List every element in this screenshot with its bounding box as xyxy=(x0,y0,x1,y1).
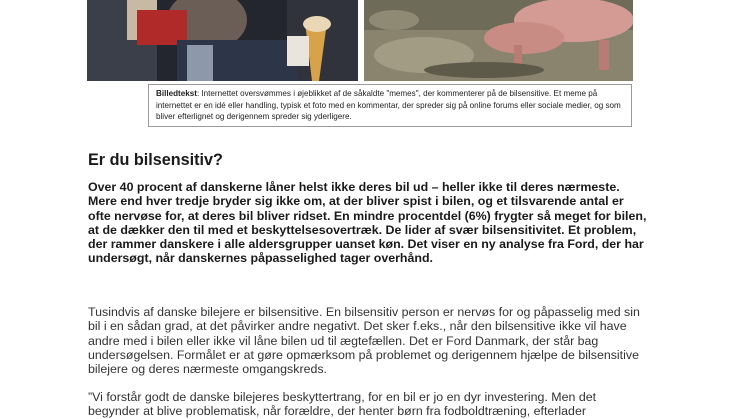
image-caption xyxy=(148,84,632,127)
caption-label: Billedtekst xyxy=(156,89,197,98)
pig-in-mud-image xyxy=(364,0,633,81)
article-paragraph-2: ”Vi forstår godt de danske bilejeres beskyttertrang, for en bil er jo en dyr investering. Men det begynder at blive problematisk, når forældre, der henter børn fra fodboldtræning, efterlader xyxy=(88,390,597,419)
child-ice-cream-photo xyxy=(87,0,358,81)
article-lead: Over 40 procent af danskerne låner helst ikke deres bil ud – heller ikke til deres nærmeste. Mere end hver tredje bryder sig ikke om, at der bliver spist i bilen, og et tilsvarende antal er ofte nervøse for, at deres bil bliver ridset. En mindre procentdel (6%) frygter så meget for bilen, at de dækker den til med et beskyttelsesovertræk. De lider af svær bilsensitivitet. Et problem, der rammer danskere i alle aldersgrupper uanset køn. Det viser en ny analyse fra Ford, der har undersøgt, når danskernes påpasselighed tager overhånd. xyxy=(88,180,647,266)
caption-text: : Internettet oversvømmes i øjeblikket af de såkaldte "memes", der kommenterer på de bilsensitive. Et meme på internettet er en idé eller handling, typisk et foto med en kommentar, der spreder sig på online forums eller sociale medier, og som bliver efterlignet og derigennem spreder sig yderligere. xyxy=(156,89,621,122)
pig-in-mud-photo xyxy=(364,0,633,81)
child-ice-cream-image xyxy=(87,0,358,81)
article-heading: Er du bilsensitiv? xyxy=(88,151,223,169)
article-paragraph-1: Tusindvis af danske bilejere er bilsensitive. En bilsensitiv person er nervøs for og påpasselig med sin bil i en sådan grad, at det påvirker andre negativt. Det sker f.eks., når den bilsensitive ikke vil have andre med i bilen eller ikke vil låne bilen ud til ægtefællen. Det er Ford Danmark, der står bag undersøgelsen. Formålet er at gøre opmærksom på problemet og derigennem hjælpe de bilsensitive bilejere og deres nærmeste omgangskreds. xyxy=(88,305,640,376)
